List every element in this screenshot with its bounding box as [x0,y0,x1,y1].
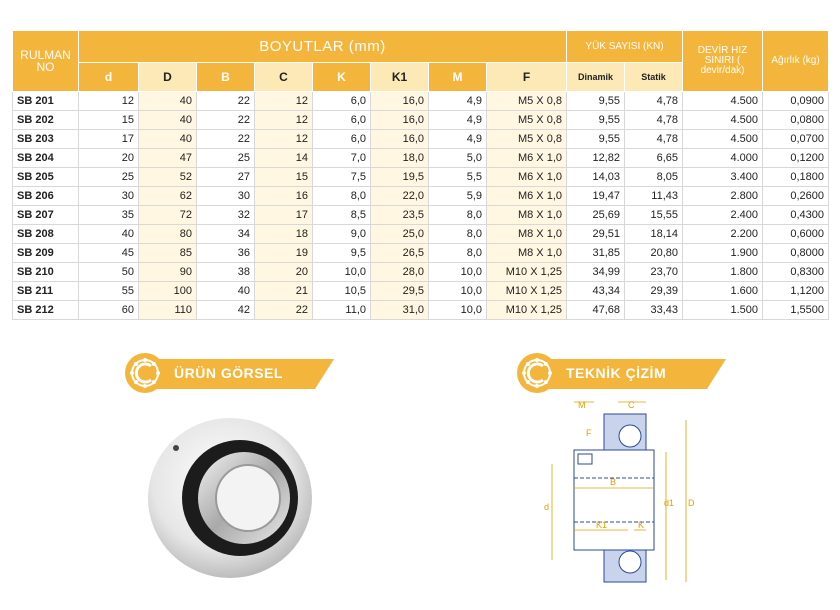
table-row [13,92,829,111]
cell-k1: 28,0 [371,263,429,282]
cell-rpm: 2.200 [683,225,763,244]
cell-din: 25,69 [567,206,625,225]
cell-d: 100 [139,282,197,301]
cell-f: M10 X 1,25 [487,301,567,320]
cell-c: 19 [255,244,313,263]
cell-kg: 0,8300 [763,263,829,282]
cell-k: 6,0 [313,92,371,111]
header-boyutlar: BOYUTLAR (mm) [79,31,567,63]
cell-b: 22 [197,92,255,111]
cell-din: 31,85 [567,244,625,263]
cell-f: M8 X 1,0 [487,206,567,225]
cell-kg: 1,5500 [763,301,829,320]
cell-k: 6,0 [313,130,371,149]
cell-d: 80 [139,225,197,244]
cell-b: 30 [197,187,255,206]
cell-k1: 16,0 [371,130,429,149]
cell-k1: 16,0 [371,111,429,130]
col-K1: K1 [371,63,429,92]
cell-rpm: 1.900 [683,244,763,263]
cell-stat: 4,78 [625,111,683,130]
cell-stat: 20,80 [625,244,683,263]
cell-kg: 0,0800 [763,111,829,130]
cell-kg: 0,0700 [763,130,829,149]
cell-m: 10,0 [429,282,487,301]
table-row [13,187,829,206]
cell-stat: 29,39 [625,282,683,301]
cell-c: 12 [255,111,313,130]
cell-kg: 1,1200 [763,282,829,301]
cell-b: 36 [197,244,255,263]
cell-c: 22 [255,301,313,320]
header-devir: DEVİR HIZ SINIRI ( devir/dak) [683,31,763,92]
cell-k: 7,0 [313,149,371,168]
cell-k1: 19,5 [371,168,429,187]
table-row [13,301,829,320]
header-yuk-sayisi: YÜK SAYISI (KN) [567,31,683,63]
table-row [13,111,829,130]
cell-d: 17 [79,130,139,149]
cell-kg: 0,1800 [763,168,829,187]
label-B: B [610,477,617,487]
cell-stat: 4,78 [625,92,683,111]
cell-d: 30 [79,187,139,206]
cell-stat: 4,78 [625,130,683,149]
cell-m: 4,9 [429,130,487,149]
cell-k: 7,5 [313,168,371,187]
cell-b: 32 [197,206,255,225]
cell-d: 40 [79,225,139,244]
cell-k1: 26,5 [371,244,429,263]
cell-b: 22 [197,111,255,130]
cell-kg: 0,1200 [763,149,829,168]
cell-kg: 0,4300 [763,206,829,225]
bearing-badge-icon [516,352,558,394]
cell-b: 42 [197,301,255,320]
cell-k: 8,5 [313,206,371,225]
cell-c: 14 [255,149,313,168]
cell-b: 38 [197,263,255,282]
cell-c: 21 [255,282,313,301]
cell-c: 12 [255,130,313,149]
cell-f: M8 X 1,0 [487,225,567,244]
cell-d: 12 [79,92,139,111]
label-D: D [688,498,695,508]
table-row [13,282,829,301]
cell-din: 43,34 [567,282,625,301]
cell-m: 5,5 [429,168,487,187]
table-row [13,168,829,187]
cell-k1: 31,0 [371,301,429,320]
label-F: F [586,428,592,438]
table-body [13,92,829,320]
cell-m: 5,9 [429,187,487,206]
cell-m: 10,0 [429,263,487,282]
technical-drawing-banner [516,352,726,394]
cell-f: M6 X 1,0 [487,168,567,187]
cell-k: 10,0 [313,263,371,282]
bearing-code: SB 201 [13,92,79,111]
cell-f: M6 X 1,0 [487,187,567,206]
cell-c: 20 [255,263,313,282]
cell-c: 15 [255,168,313,187]
cell-din: 29,51 [567,225,625,244]
cell-k: 10,5 [313,282,371,301]
cell-rpm: 1.800 [683,263,763,282]
table-row [13,206,829,225]
cell-din: 9,55 [567,130,625,149]
cell-rpm: 4.500 [683,130,763,149]
col-B: B [197,63,255,92]
cell-rpm: 4.500 [683,92,763,111]
cell-rpm: 4.500 [683,111,763,130]
cell-b: 34 [197,225,255,244]
label-K1: K1 [596,520,608,530]
cell-din: 34,99 [567,263,625,282]
col-d: d [79,63,139,92]
cell-b: 40 [197,282,255,301]
cell-d: 40 [139,130,197,149]
cell-rpm: 4.000 [683,149,763,168]
cell-d: 47 [139,149,197,168]
cell-d: 110 [139,301,197,320]
cell-b: 25 [197,149,255,168]
cell-f: M10 X 1,25 [487,282,567,301]
bearing-code: SB 211 [13,282,79,301]
bearing-code: SB 212 [13,301,79,320]
bearing-code: SB 202 [13,111,79,130]
cell-k1: 29,5 [371,282,429,301]
table-row [13,149,829,168]
cell-rpm: 1.600 [683,282,763,301]
cell-stat: 8,05 [625,168,683,187]
cell-f: M5 X 0,8 [487,111,567,130]
bearing-code: SB 210 [13,263,79,282]
label-d1: d1 [664,498,675,508]
table-row [13,244,829,263]
cell-m: 8,0 [429,225,487,244]
cell-d: 85 [139,244,197,263]
cell-k1: 18,0 [371,149,429,168]
col-D: D [139,63,197,92]
cell-d: 40 [139,111,197,130]
cell-kg: 0,0900 [763,92,829,111]
technical-drawing [538,392,708,588]
cell-k: 6,0 [313,111,371,130]
cell-m: 4,9 [429,111,487,130]
cell-din: 14,03 [567,168,625,187]
cell-c: 12 [255,92,313,111]
cell-d: 25 [79,168,139,187]
bearing-code: SB 207 [13,206,79,225]
cell-f: M5 X 0,8 [487,92,567,111]
cell-d: 62 [139,187,197,206]
col-F: F [487,63,567,92]
bearing-code: SB 208 [13,225,79,244]
col-M: M [429,63,487,92]
cell-din: 9,55 [567,111,625,130]
cell-d: 35 [79,206,139,225]
bearing-photo [140,408,320,584]
cell-din: 9,55 [567,92,625,111]
bearing-code: SB 204 [13,149,79,168]
cell-rpm: 2.800 [683,187,763,206]
cell-d: 50 [79,263,139,282]
cell-d: 60 [79,301,139,320]
cell-d: 15 [79,111,139,130]
cell-stat: 6,65 [625,149,683,168]
header-agirlik: Ağırlık (kg) [763,31,829,92]
cell-k1: 25,0 [371,225,429,244]
cell-c: 16 [255,187,313,206]
technical-drawing-title: TEKNİK ÇİZİM [566,365,667,381]
label-C: C [628,400,635,410]
cell-c: 17 [255,206,313,225]
bearing-code: SB 206 [13,187,79,206]
cell-k: 9,0 [313,225,371,244]
cell-b: 27 [197,168,255,187]
cell-m: 4,9 [429,92,487,111]
bearing-code: SB 209 [13,244,79,263]
cell-f: M5 X 0,8 [487,130,567,149]
table-row [13,225,829,244]
cell-d: 72 [139,206,197,225]
cell-f: M6 X 1,0 [487,149,567,168]
col-statik: Statik [625,63,683,92]
col-K: K [313,63,371,92]
cell-b: 22 [197,130,255,149]
table-row [13,130,829,149]
cell-k: 9,5 [313,244,371,263]
bearing-code: SB 205 [13,168,79,187]
cell-m: 5,0 [429,149,487,168]
cell-din: 12,82 [567,149,625,168]
cell-rpm: 1.500 [683,301,763,320]
cell-k: 8,0 [313,187,371,206]
cell-f: M8 X 1,0 [487,244,567,263]
cell-kg: 0,2600 [763,187,829,206]
label-K: K [638,520,645,530]
cell-stat: 33,43 [625,301,683,320]
cell-rpm: 3.400 [683,168,763,187]
cell-d: 90 [139,263,197,282]
bearing-code: SB 203 [13,130,79,149]
cell-stat: 23,70 [625,263,683,282]
col-dinamik: Dinamik [567,63,625,92]
cell-kg: 0,6000 [763,225,829,244]
header-rulman-no: RULMAN NO [13,31,79,92]
cell-din: 19,47 [567,187,625,206]
cell-d: 45 [79,244,139,263]
cell-stat: 11,43 [625,187,683,206]
cell-m: 10,0 [429,301,487,320]
table-row [13,263,829,282]
cell-d: 55 [79,282,139,301]
cell-rpm: 2.400 [683,206,763,225]
cell-k1: 22,0 [371,187,429,206]
cell-d: 20 [79,149,139,168]
cell-k1: 23,5 [371,206,429,225]
cell-stat: 15,55 [625,206,683,225]
cell-k1: 16,0 [371,92,429,111]
col-C: C [255,63,313,92]
product-image-title: ÜRÜN GÖRSEL [174,365,283,381]
cell-f: M10 X 1,25 [487,263,567,282]
cell-d: 52 [139,168,197,187]
cell-c: 18 [255,225,313,244]
cell-kg: 0,8000 [763,244,829,263]
spec-table [12,30,829,320]
cell-stat: 18,14 [625,225,683,244]
label-M: M [578,400,586,410]
cell-din: 47,68 [567,301,625,320]
cell-k: 11,0 [313,301,371,320]
cell-m: 8,0 [429,244,487,263]
label-d: d [544,502,550,512]
bearing-badge-icon [124,352,166,394]
cell-d: 40 [139,92,197,111]
cell-m: 8,0 [429,206,487,225]
product-image-banner [124,352,334,394]
